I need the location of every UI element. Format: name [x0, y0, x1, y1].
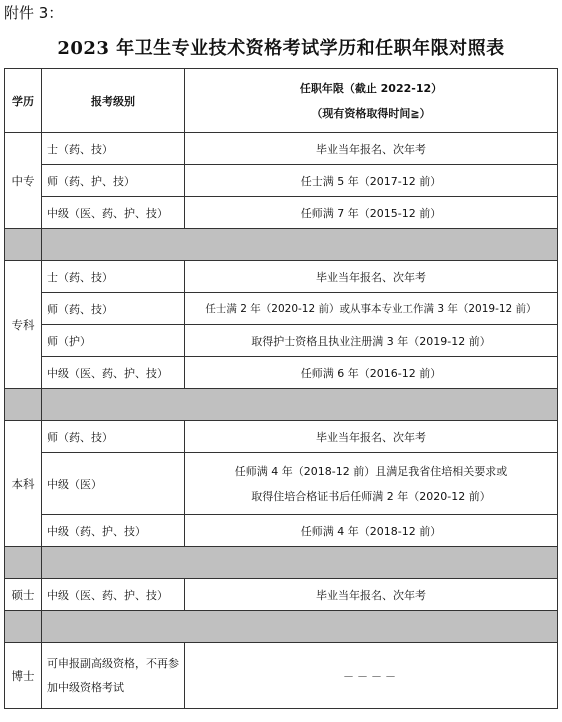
- table-row: [5, 643, 558, 709]
- level-cell: 师（药、技）: [42, 293, 185, 325]
- attachment-label: 附件 3：: [4, 4, 64, 22]
- requirement-cell: 毕业当年报名、次年考: [185, 579, 558, 611]
- separator-cell: [42, 611, 558, 643]
- column-header-requirement: [185, 69, 558, 133]
- separator-row: [5, 547, 558, 579]
- education-cell-benke: 本科: [5, 421, 42, 547]
- level-cell: 可申报副高级资格，不再参加中级资格考试: [42, 643, 185, 709]
- requirement-header-line2: （现有资格取得时间≧）: [311, 106, 431, 120]
- requirement-cell: 任师满 7 年（2015-12 前）: [185, 197, 558, 229]
- separator-cell: [5, 547, 42, 579]
- separator-cell: [5, 611, 42, 643]
- requirement-line2: 取得住培合格证书后任师满 2 年（2020-12 前）: [251, 489, 491, 503]
- separator-cell: [42, 229, 558, 261]
- level-cell: 士（药、技）: [42, 261, 185, 293]
- separator-cell: [5, 389, 42, 421]
- level-cell: 中级（药、护、技）: [42, 515, 185, 547]
- requirement-cell: －－－－: [185, 643, 558, 709]
- requirement-cell: 任士满 5 年（2017-12 前）: [185, 165, 558, 197]
- requirement-cell: 毕业当年报名、次年考: [185, 261, 558, 293]
- requirement-cell: [185, 453, 558, 515]
- page-title: 2023 年卫生专业技术资格考试学历和任职年限对照表: [57, 38, 505, 59]
- level-cell: 中级（医、药、护、技）: [42, 579, 185, 611]
- requirement-line1: 任师满 4 年（2018-12 前）且满足我省住培相关要求或: [234, 464, 508, 478]
- separator-row: [5, 611, 558, 643]
- level-cell: 士（药、技）: [42, 133, 185, 165]
- separator-cell: [5, 229, 42, 261]
- qualification-table: [4, 68, 558, 709]
- level-cell: 师（护）: [42, 325, 185, 357]
- level-cell: 师（药、技）: [42, 421, 185, 453]
- table-row: [5, 325, 558, 357]
- separator-row: [5, 389, 558, 421]
- education-cell-zhuanke: 专科: [5, 261, 42, 389]
- education-cell-zhongzhuan: 中专: [5, 133, 42, 229]
- requirement-cell: 任士满 2 年（2020-12 前）或从事本专业工作满 3 年（2019-12 前）: [185, 293, 558, 325]
- table-row: [5, 579, 558, 611]
- education-cell-boshi: 博士: [5, 643, 42, 709]
- column-header-level: 报考级别: [42, 69, 185, 133]
- separator-row: [5, 229, 558, 261]
- level-cell: 师（药、护、技）: [42, 165, 185, 197]
- requirement-header-line1: 任职年限（截止 2022-12）: [299, 81, 443, 95]
- table-row: [5, 133, 558, 165]
- education-cell-shuoshi: 硕士: [5, 579, 42, 611]
- level-cell: 中级（医、药、护、技）: [42, 357, 185, 389]
- table-row: [5, 453, 558, 515]
- level-cell: 中级（医、药、护、技）: [42, 197, 185, 229]
- table-row: [5, 293, 558, 325]
- separator-cell: [42, 389, 558, 421]
- requirement-cell: 取得护士资格且执业注册满 3 年（2019-12 前）: [185, 325, 558, 357]
- table-row: [5, 421, 558, 453]
- table-row: [5, 357, 558, 389]
- column-header-education: 学历: [5, 69, 42, 133]
- requirement-cell: 任师满 4 年（2018-12 前）: [185, 515, 558, 547]
- separator-cell: [42, 547, 558, 579]
- table-row: [5, 197, 558, 229]
- table-header-row: [5, 69, 558, 133]
- requirement-cell: 毕业当年报名、次年考: [185, 421, 558, 453]
- level-cell: 中级（医）: [42, 453, 185, 515]
- table-row: [5, 165, 558, 197]
- table-row: [5, 261, 558, 293]
- requirement-cell: 毕业当年报名、次年考: [185, 133, 558, 165]
- table-row: [5, 515, 558, 547]
- requirement-cell: 任师满 6 年（2016-12 前）: [185, 357, 558, 389]
